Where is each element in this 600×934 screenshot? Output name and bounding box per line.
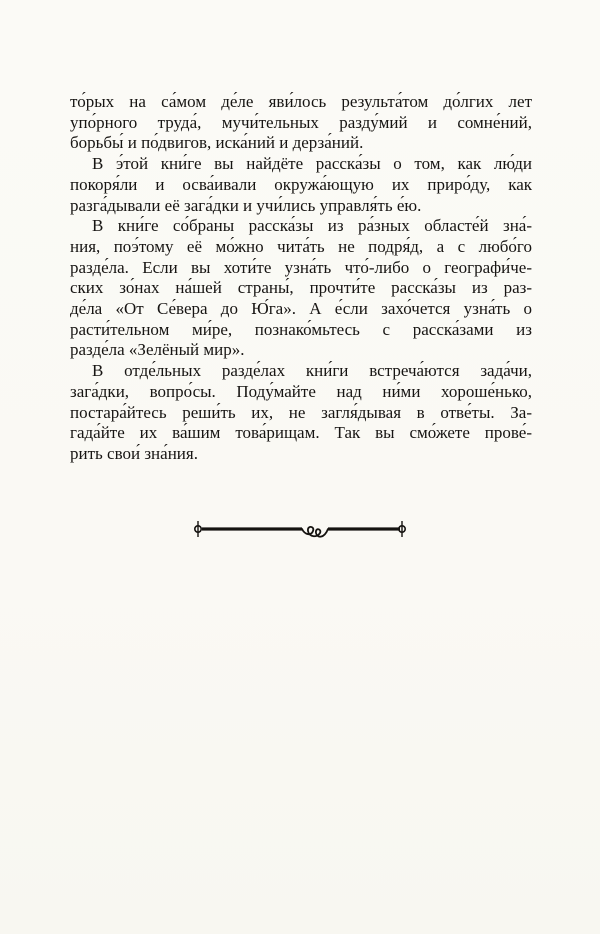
text-line: зага́дки, вопро́сы. Поду́майте над ни́ми хороше́нько, <box>70 381 532 401</box>
text-line: то́рых на са́мом де́ле яви́лось результа́том до́лгих лет <box>70 92 532 111</box>
text-line: разга́дывали её зага́дки и учи́лись управля́ть е́ю. <box>70 195 422 215</box>
text-line: ния, поэ́тому её мо́жно чита́ть не подря́д, а с любо́го <box>70 236 532 256</box>
text-line: упо́рного труда́, мучи́тельных разду́мий и сомне́ний, <box>70 112 532 132</box>
text-line: гада́йте их ва́шим това́рищам. Так вы смо́жете прове́- <box>70 423 532 443</box>
page-text <box>70 92 532 465</box>
text-line: В отде́льных разде́лах кни́ги встреча́ются зада́чи, <box>92 361 532 381</box>
text-line: расти́тельном ми́ре, познако́мьтесь с расска́зами из <box>70 319 532 339</box>
text-line: разде́ла «Зелёный мир». <box>70 340 245 360</box>
text-line: постара́йтесь реши́ть их, не загля́дывая в отве́ты. За- <box>70 402 532 422</box>
divider-ornament-svg <box>190 516 410 544</box>
text-line: борьбы́ и по́двигов, иска́ний и дерза́ний. <box>70 133 364 153</box>
divider-ornament <box>0 516 600 544</box>
text-line: В кни́ге со́браны расска́зы из ра́зных областе́й зна́- <box>92 216 532 236</box>
text-line: В э́той кни́ге вы найдёте расска́зы о том, как лю́ди <box>92 154 532 174</box>
text-line: рить свои́ зна́ния. <box>70 443 198 463</box>
text-line: де́ла «От Се́вера до Ю́га». А е́сли захо́чется узна́ть о <box>70 299 532 319</box>
text-line: покоря́ли и осва́ивали окружа́ющую их приро́ду, как <box>70 174 532 194</box>
text-line: разде́ла. Если вы хоти́те узна́ть что́-либо о географи́че- <box>70 257 532 277</box>
text-line: ских зо́нах на́шей страны́, прочти́те расска́зы из раз- <box>70 278 532 298</box>
